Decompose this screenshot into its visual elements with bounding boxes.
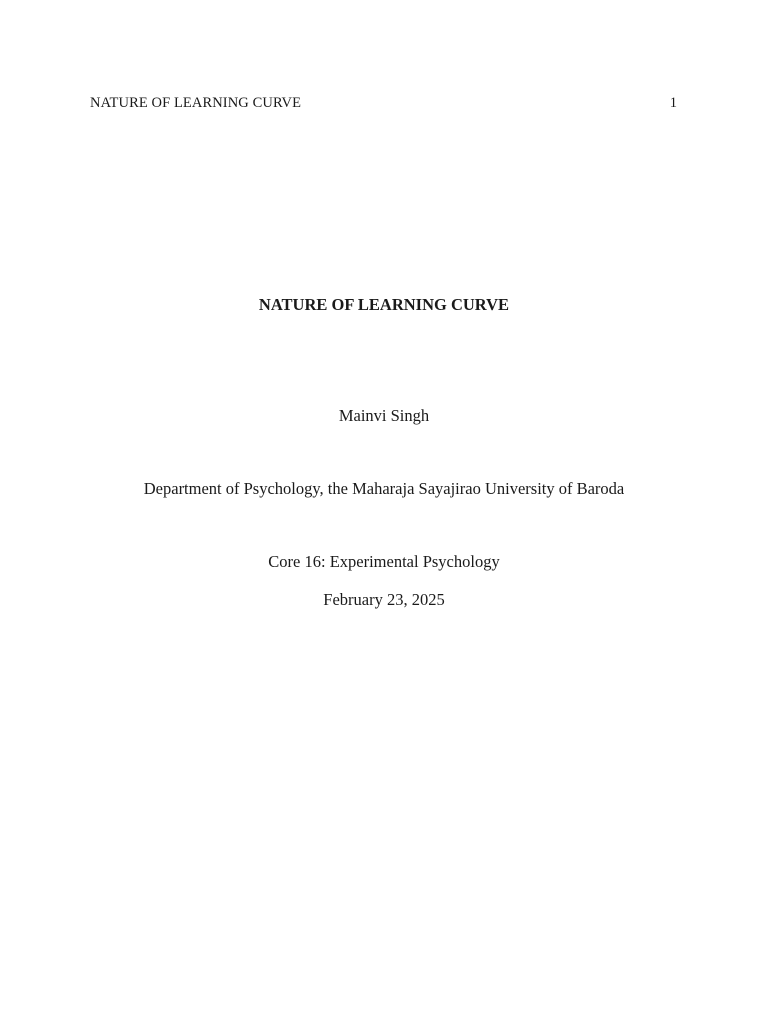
running-head: NATURE OF LEARNING CURVE bbox=[90, 95, 302, 111]
page-number: 1 bbox=[669, 95, 677, 111]
submission-date: February 23, 2025 bbox=[323, 590, 445, 609]
author-affiliation: Department of Psychology, the Maharaja Sayajirao University of Baroda bbox=[143, 479, 625, 498]
paper-title: NATURE OF LEARNING CURVE bbox=[258, 295, 510, 314]
author-name: Mainvi Singh bbox=[338, 406, 430, 425]
course-name: Core 16: Experimental Psychology bbox=[268, 552, 500, 571]
